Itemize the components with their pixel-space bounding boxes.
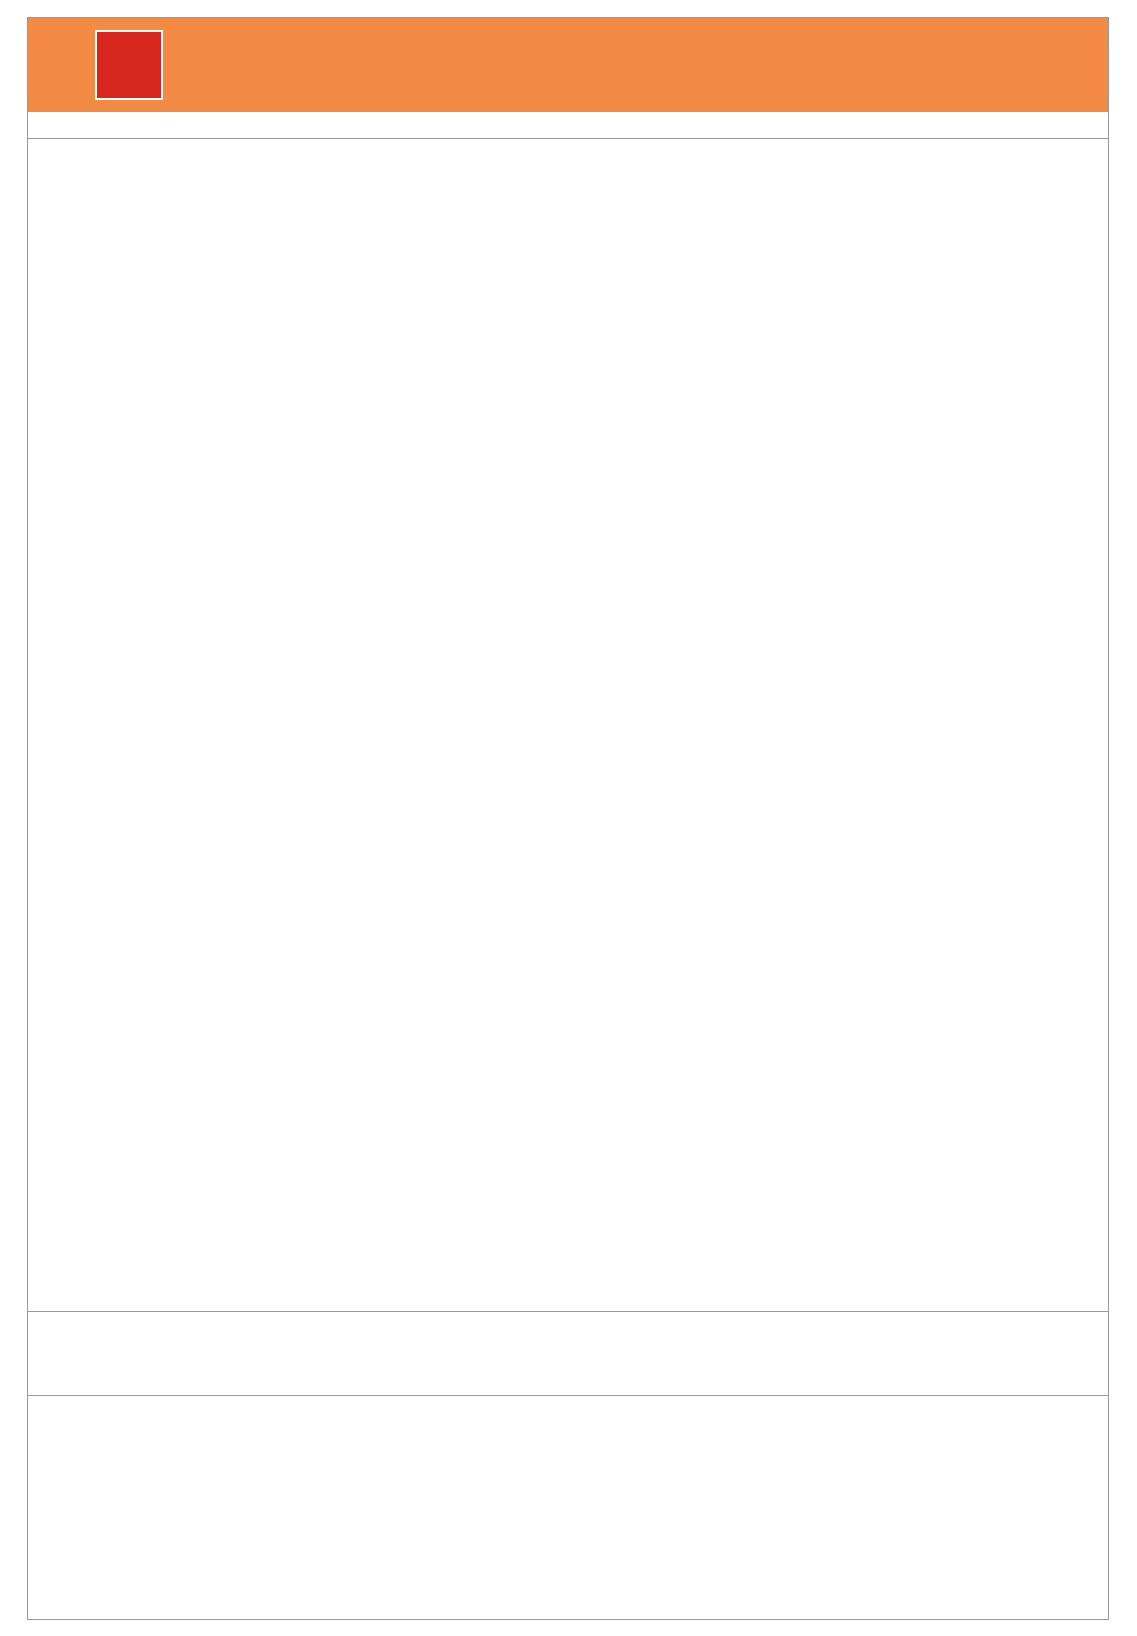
company-logo xyxy=(95,30,163,100)
report-frame xyxy=(27,17,1109,1620)
divider xyxy=(28,1311,1108,1312)
report-header xyxy=(28,18,1108,112)
divider xyxy=(28,1395,1108,1396)
divider xyxy=(28,138,1108,139)
